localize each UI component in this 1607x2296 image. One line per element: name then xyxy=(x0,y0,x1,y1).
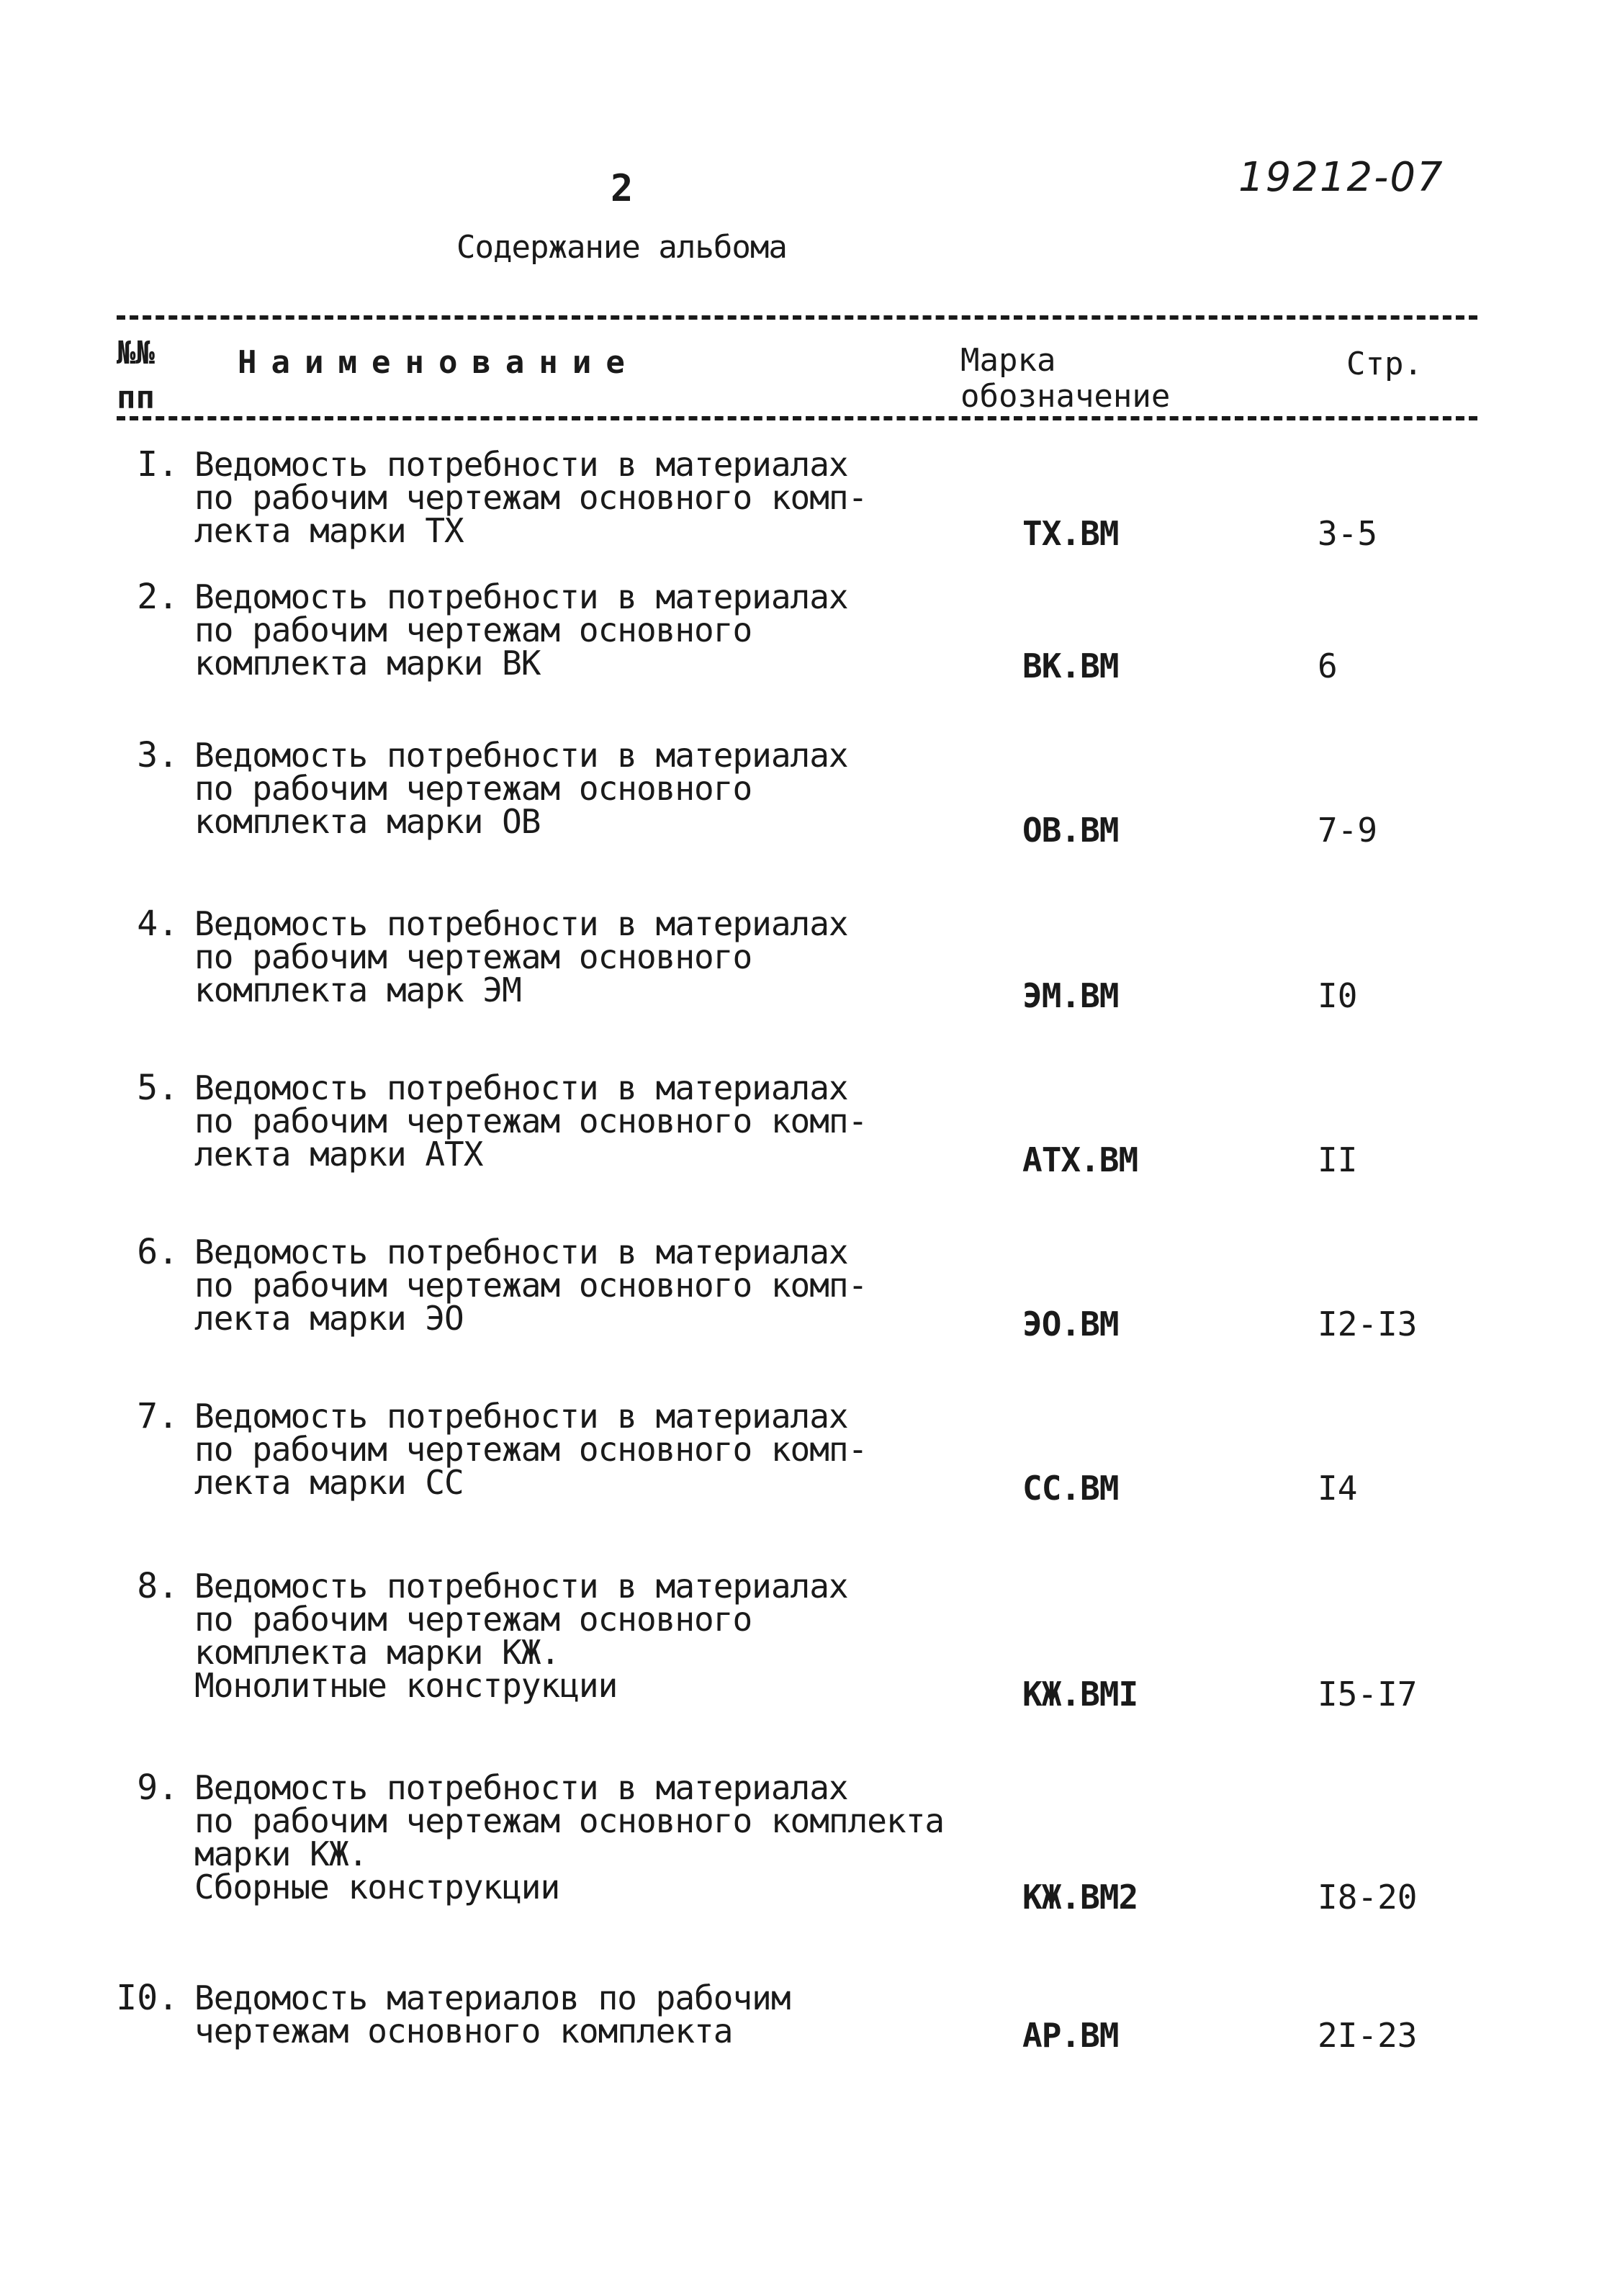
item-title: Ведомость потребности в материалах по рабочим чертежам основного комп- лекта марки СС xyxy=(194,1397,868,1502)
header-bottom-rule xyxy=(117,416,1477,420)
item-mark: АТХ.ВМ xyxy=(1022,1140,1138,1179)
item-pages: 7-9 xyxy=(1318,811,1378,850)
item-title: Ведомость потребности в материалах по рабочим чертежам основного комплекта марки КЖ. Сборные конструкции xyxy=(194,1768,945,1906)
item-mark: ЭО.ВМ xyxy=(1022,1305,1119,1343)
item-number: 5. xyxy=(137,1068,179,1108)
item-title: Ведомость потребности в материалах по рабочим чертежам основного комп- лекта марки ТХ xyxy=(194,445,868,550)
item-title: Ведомость потребности в материалах по рабочим чертежам основного комп- лекта марки ЭО xyxy=(194,1233,868,1338)
item-number: 9. xyxy=(137,1768,179,1808)
item-number: I. xyxy=(137,444,179,485)
item-title: Ведомость материалов по рабочим чертежам основного комплекта xyxy=(194,1978,791,2050)
item-number: 3. xyxy=(137,735,179,775)
item-number: 4. xyxy=(137,904,179,944)
album-title: Содержание альбома xyxy=(456,229,787,266)
item-title: Ведомость потребности в материалах по рабочим чертежам основного комплекта марк ЭМ xyxy=(194,904,848,1009)
item-pages: 3-5 xyxy=(1318,514,1378,553)
item-number: 8. xyxy=(137,1566,179,1606)
item-pages: I0 xyxy=(1318,976,1358,1015)
item-title: Ведомость потребности в материалах по рабочим чертежам основного комп- лекта марки АТХ xyxy=(194,1068,868,1174)
item-number: 2. xyxy=(137,577,179,617)
item-mark: АР.ВМ xyxy=(1022,2016,1119,2055)
header-mark-label: Марка обозначение xyxy=(960,342,1171,415)
item-title: Ведомость потребности в материалах по рабочим чертежам основного комплекта марки КЖ. Монолитные конструкции xyxy=(194,1567,848,1705)
item-title: Ведомость потребности в материалах по рабочим чертежам основного комплекта марки ВК xyxy=(194,577,848,683)
header-number-label: №№ пп xyxy=(117,335,155,416)
item-number: 6. xyxy=(137,1232,179,1272)
item-pages: II xyxy=(1318,1140,1358,1179)
page-number: 2 xyxy=(611,167,634,210)
item-mark: ОВ.ВМ xyxy=(1022,811,1119,850)
item-mark: ЭМ.ВМ xyxy=(1022,976,1119,1015)
item-mark: СС.ВМ xyxy=(1022,1469,1119,1508)
header-top-rule xyxy=(117,315,1477,320)
item-mark: КЖ.ВМ2 xyxy=(1022,1878,1138,1917)
header-name-label: Наименование xyxy=(238,344,639,381)
item-pages: 2I-23 xyxy=(1318,2016,1418,2055)
item-number: 7. xyxy=(137,1396,179,1436)
item-mark: ВК.ВМ xyxy=(1022,647,1119,685)
item-pages: 6 xyxy=(1318,647,1338,685)
item-pages: I8-20 xyxy=(1318,1878,1418,1917)
item-mark: ТХ.ВМ xyxy=(1022,514,1119,553)
item-pages: I5-I7 xyxy=(1318,1675,1418,1714)
item-title: Ведомость потребности в материалах по рабочим чертежам основного комплекта марки ОВ xyxy=(194,736,848,841)
item-pages: I2-I3 xyxy=(1318,1305,1418,1343)
document-code: 19212-07 xyxy=(1238,154,1444,201)
item-number: I0. xyxy=(116,1978,179,2018)
item-pages: I4 xyxy=(1318,1469,1358,1508)
item-mark: КЖ.ВМI xyxy=(1022,1675,1138,1714)
header-page-label: Стр. xyxy=(1346,346,1423,382)
